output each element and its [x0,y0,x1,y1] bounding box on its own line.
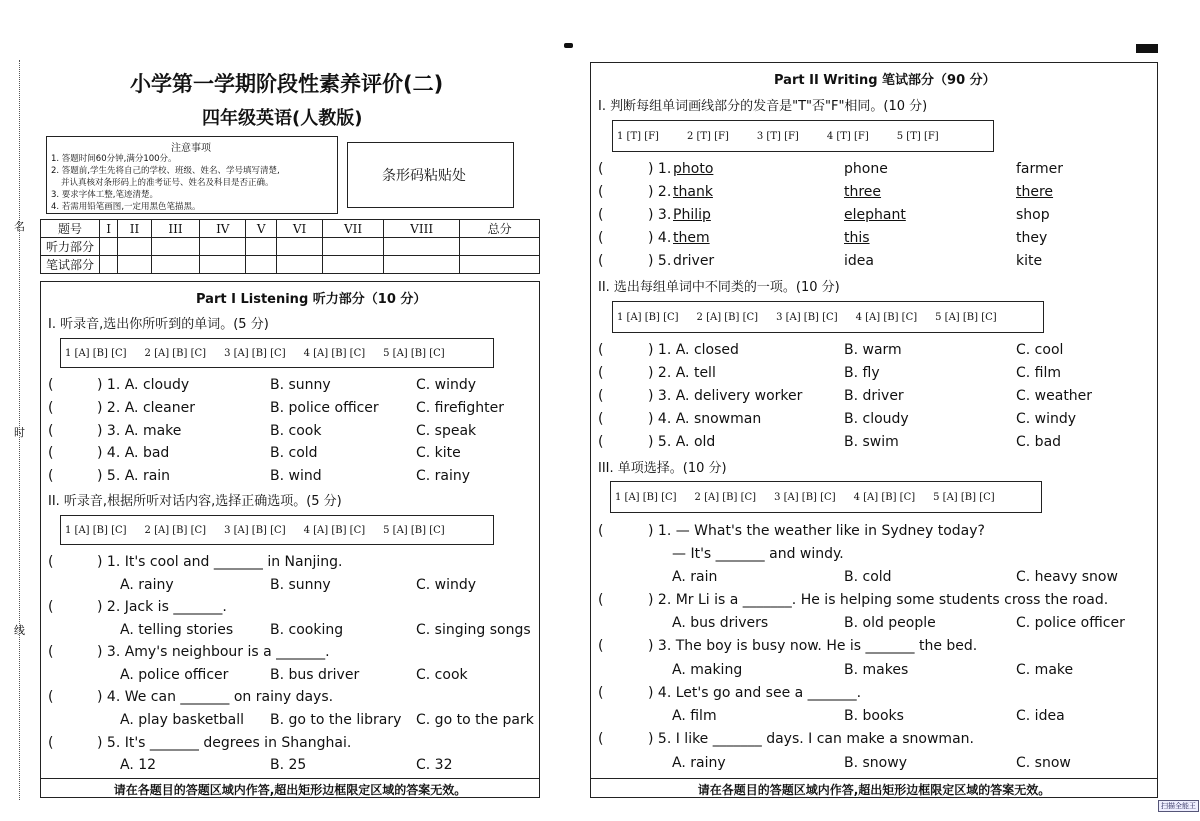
word-b: three [844,184,882,200]
answer-paren: ( [598,685,604,701]
option-b: B. wind [270,468,322,484]
option-a: A. police officer [120,667,229,683]
answer-paren: ( [48,377,54,393]
option-b: B. cold [844,569,892,585]
answer-paren: ( [598,365,604,381]
option-c: C. film [1016,365,1062,381]
writing-sec1-title: I. 判断每组单词画线部分的发音是"T"否"F"相同。(10 分) [598,99,928,114]
option-a: A. bus drivers [672,615,769,631]
question-text: ) 4. We can _______ on rainy days. [97,689,334,705]
question-text: ) 2. A. cleaner [97,400,195,416]
option-b: B. sunny [270,577,331,593]
answer-paren: ( [48,445,54,461]
answer-bubbles-l1[interactable]: 1 [A] [B] [C] 2 [A] [B] [C] 3 [A] [B] [C] 4 [A] [B] [C] 5 [A] [B] [C] [60,338,494,368]
word-b: phone [844,161,888,177]
option-c: C. snow [1016,755,1071,771]
option-b: B. swim [844,434,899,450]
option-c: C. cook [416,667,468,683]
footer-divider [40,778,540,779]
word-c: kite [1016,253,1043,269]
option-c: C. heavy snow [1016,569,1118,585]
side-mark-name: 名 [14,220,25,233]
barcode-area [347,142,514,208]
option-b: B. sunny [270,377,331,393]
question-text: ) 1. It's cool and _______ in Nanjing. [97,554,343,570]
option-b: B. driver [844,388,904,404]
word-c: they [1016,230,1048,246]
question-text: ) 4. A. bad [97,445,170,461]
question-number: ) 3. [648,207,672,223]
option-c: C. kite [416,445,461,461]
option-b: B. old people [844,615,936,631]
notice-title: 注意事项 [171,143,211,154]
answer-bubbles-r1[interactable]: 1 [T] [F] 2 [T] [F] 3 [T] [F] 4 [T] [F] 5 [T] [F] [612,120,994,152]
option-c: C. rainy [416,468,471,484]
question-text: ) 1. A. closed [648,342,739,358]
question-text-cont: — It's _______ and windy. [672,546,844,562]
option-c: C. singing songs [416,622,531,638]
word-c: shop [1016,207,1050,223]
answer-paren: ( [48,554,54,570]
notice-box [46,136,338,214]
question-number: ) 2. [648,184,672,200]
scanner-logo: 扫描全能王 [1158,800,1199,812]
option-b: B. cloudy [844,411,909,427]
option-a: A. telling stories [120,622,234,638]
option-c: C. 32 [416,757,453,773]
word-a: photo [673,161,714,177]
option-a: A. film [672,708,717,724]
answer-bubbles-r3[interactable]: 1 [A] [B] [C] 2 [A] [B] [C] 3 [A] [B] [C] 4 [A] [B] [C] 5 [A] [B] [C] [610,481,1042,513]
word-a: them [673,230,710,246]
option-b: B. cooking [270,622,344,638]
word-c: there [1016,184,1054,200]
answer-paren: ( [598,731,604,747]
word-a: thank [673,184,713,200]
answer-paren: ( [598,523,604,539]
option-c: C. windy [1016,411,1077,427]
option-b: B. books [844,708,904,724]
option-b: B. bus driver [270,667,360,683]
score-table: 题号 I II III IV V VI VII VIII 总分 听力部分 笔试部分 [40,219,540,274]
option-b: B. police officer [270,400,379,416]
answer-paren: ( [48,735,54,751]
word-b: this [844,230,870,246]
option-b: B. fly [844,365,880,381]
answer-paren: ( [598,411,604,427]
option-a: A. rainy [672,755,726,771]
exam-subtitle: 四年级英语(人教版) [202,108,363,129]
answer-paren: ( [48,400,54,416]
answer-paren: ( [598,253,604,269]
word-a: driver [673,253,715,269]
option-c: C. go to the park [416,712,534,728]
answer-paren: ( [48,599,54,615]
option-a: A. 12 [120,757,157,773]
notice-list: 1. 答题时间60分钟,满分100分。 2. 答题前,学生先将自己的学校、班级、姓名、学号填写清楚, 并认真核对条形码上的准考证号、姓名及科目是否正确。 3. 要求字体工整,笔迹清楚。 4. 若需用铅笔画图,一定用黑色笔描黑。 [51,154,280,212]
side-mark-line: 线 [14,624,25,637]
option-b: B. snowy [844,755,907,771]
answer-bubbles-l2[interactable]: 1 [A] [B] [C] 2 [A] [B] [C] 3 [A] [B] [C] 4 [A] [B] [C] 5 [A] [B] [C] [60,515,494,545]
listening-sec2-title: II. 听录音,根据所听对话内容,选择正确选项。(5 分) [48,494,342,509]
writing-sec3-title: III. 单项选择。(10 分) [598,461,727,476]
question-number: ) 4. [648,230,672,246]
question-number: ) 5. [648,253,672,269]
option-c: C. make [1016,662,1074,678]
question-text: ) 3. A. delivery worker [648,388,803,404]
option-b: B. makes [844,662,909,678]
word-b: elephant [844,207,906,223]
listening-sec1-title: I. 听录音,选出你所听到的单词。(5 分) [48,317,269,332]
question-text: ) 3. The boy is busy now. He is _______ the bed. [648,638,978,654]
registration-mark [1136,44,1158,53]
answer-paren: ( [598,161,604,177]
answer-paren: ( [48,644,54,660]
side-mark-time: 时 [14,426,25,439]
answer-paren: ( [598,388,604,404]
question-text: ) 1. A. cloudy [97,377,190,393]
registration-mark [564,43,573,48]
footer-note-right: 请在各题目的答题区域内作答,超出矩形边框限定区域的答案无效。 [697,783,1051,797]
barcode-label: 条形码粘贴处 [382,168,466,184]
footer-divider [590,778,1158,779]
answer-paren: ( [598,230,604,246]
question-text: ) 3. Amy's neighbour is a _______. [97,644,330,660]
option-c: C. windy [416,577,477,593]
option-c: C. windy [416,377,477,393]
option-b: B. go to the library [270,712,402,728]
word-b: idea [844,253,874,269]
option-a: A. rain [672,569,718,585]
word-a: Philip [673,207,711,223]
option-b: B. cold [270,445,318,461]
question-text: ) 5. It's _______ degrees in Shanghai. [97,735,352,751]
question-text: ) 4. Let's go and see a _______. [648,685,862,701]
question-number: ) 1. [648,161,672,177]
answer-bubbles-r2[interactable]: 1 [A] [B] [C] 2 [A] [B] [C] 3 [A] [B] [C] 4 [A] [B] [C] 5 [A] [B] [C] [612,301,1044,333]
writing-sec2-title: II. 选出每组单词中不同类的一项。(10 分) [598,280,840,295]
answer-paren: ( [598,342,604,358]
answer-paren: ( [48,689,54,705]
answer-paren: ( [598,434,604,450]
question-text: ) 5. I like _______ days. I can make a snowman. [648,731,974,747]
option-b: B. cook [270,423,322,439]
question-text: ) 3. A. make [97,423,182,439]
question-text: ) 5. A. rain [97,468,171,484]
option-b: B. warm [844,342,902,358]
question-text: ) 5. A. old [648,434,716,450]
question-text: ) 2. A. tell [648,365,716,381]
option-b: B. 25 [270,757,307,773]
question-text: ) 4. A. snowman [648,411,762,427]
option-c: C. police officer [1016,615,1125,631]
listening-part-title: Part I Listening 听力部分（10 分） [196,292,427,307]
option-c: C. cool [1016,342,1064,358]
word-c: farmer [1016,161,1064,177]
answer-paren: ( [598,592,604,608]
answer-paren: ( [598,207,604,223]
option-c: C. speak [416,423,477,439]
option-c: C. idea [1016,708,1065,724]
option-a: A. play basketball [120,712,245,728]
writing-part-title: Part II Writing 笔试部分（90 分） [774,73,996,88]
option-c: C. weather [1016,388,1093,404]
footer-note-left: 请在各题目的答题区域内作答,超出矩形边框限定区域的答案无效。 [113,783,467,797]
answer-paren: ( [598,638,604,654]
option-a: A. rainy [120,577,174,593]
answer-paren: ( [48,423,54,439]
option-c: C. firefighter [416,400,504,416]
question-text: ) 2. Mr Li is a _______. He is helping some students cross the road. [648,592,1109,608]
option-c: C. bad [1016,434,1062,450]
exam-title: 小学第一学期阶段性素养评价(二) [130,72,444,96]
answer-paren: ( [48,468,54,484]
answer-paren: ( [598,184,604,200]
option-a: A. making [672,662,743,678]
question-text: ) 2. Jack is _______. [97,599,227,615]
question-text: ) 1. — What's the weather like in Sydney today? [648,523,985,539]
